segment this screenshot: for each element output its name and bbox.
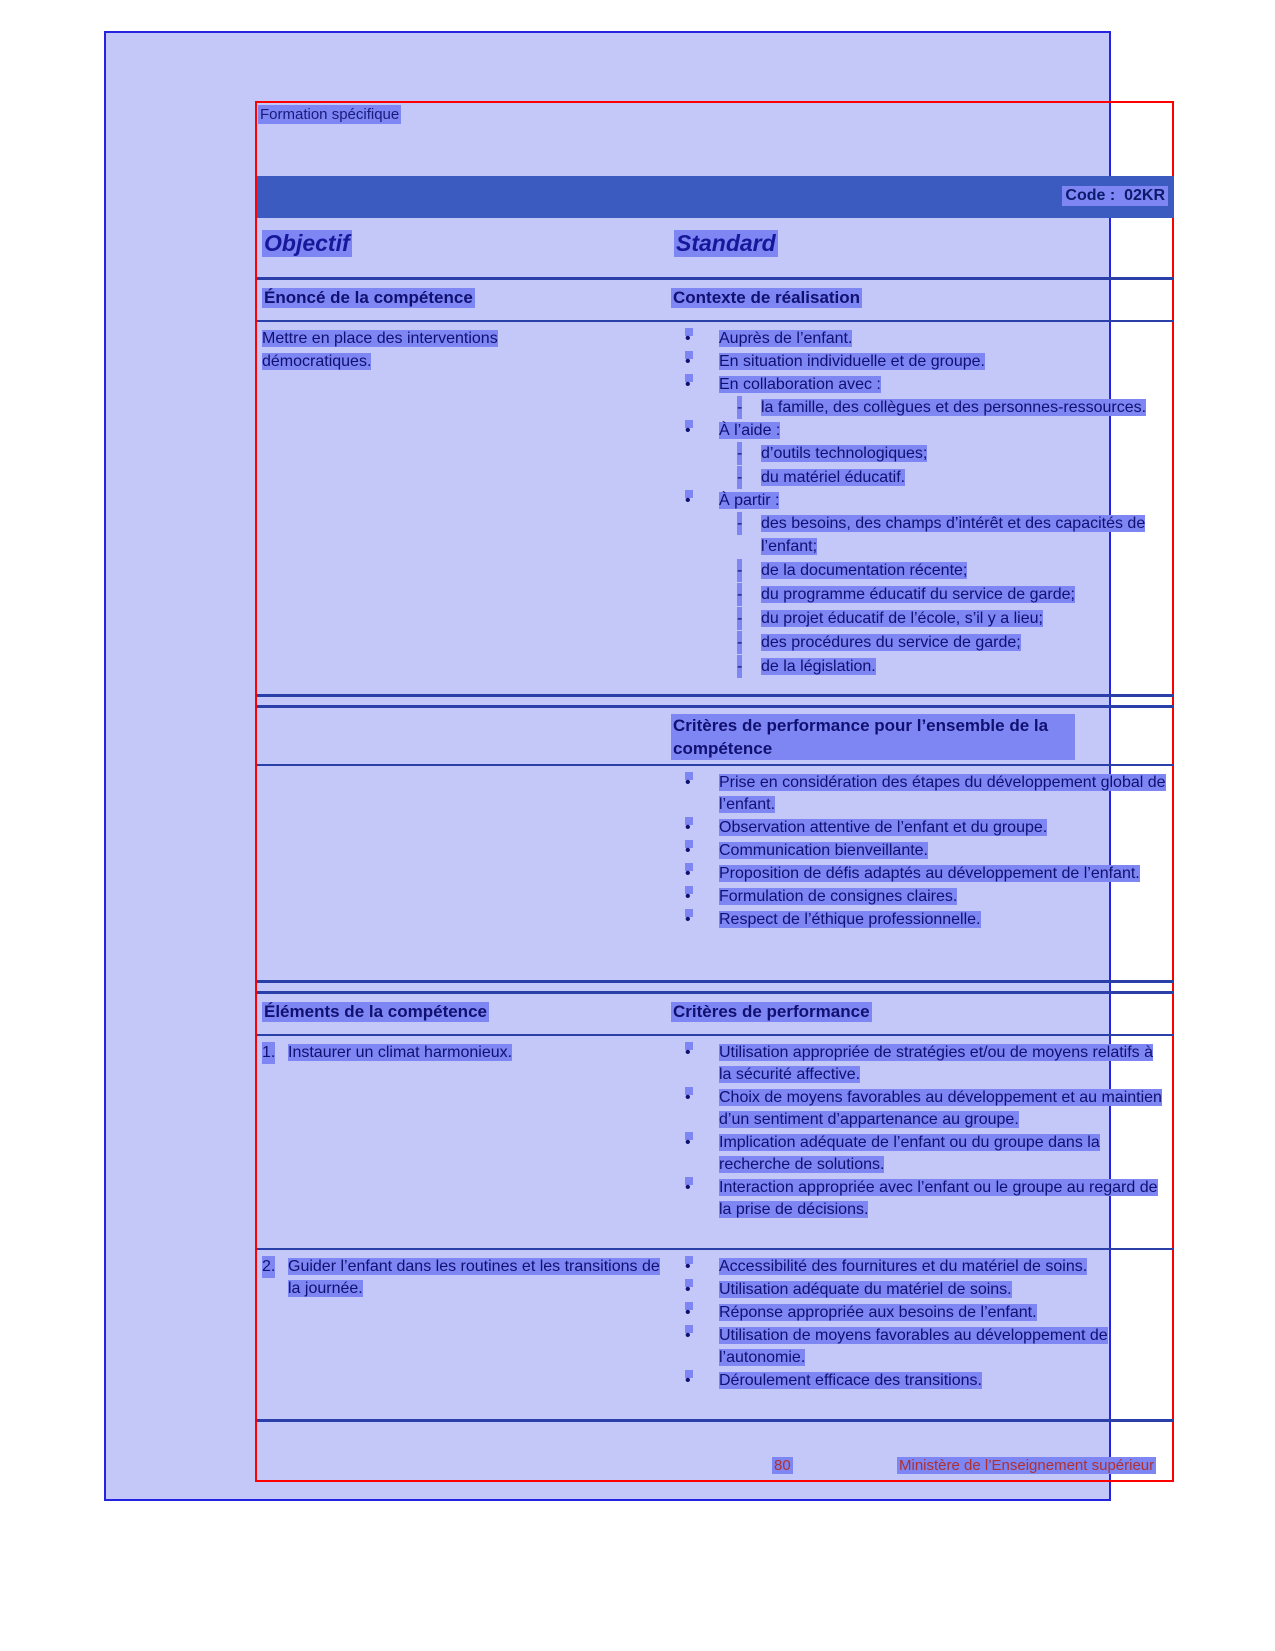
criteria-bullets — [671, 1256, 1167, 1392]
list-item: • Auprès de l’enfant. — [685, 330, 853, 347]
list-item: • Déroulement efficace des transitions. — [685, 1372, 982, 1389]
list-item: • Respect de l’éthique professionnelle. — [685, 911, 981, 928]
bullet-icon: • — [685, 863, 693, 871]
dash-icon: - — [737, 442, 742, 465]
list-item: • Prise en considération des étapes du développement global de l’enfant. — [685, 774, 1166, 813]
bullet-icon: • — [685, 1177, 693, 1185]
list-item: • Observation attentive de l’enfant et du groupe. — [685, 819, 1048, 836]
block-body-enonce — [257, 322, 1174, 698]
block-header-criteres-ensemble — [257, 708, 1174, 766]
list-item: • Communication bienveillante. — [685, 842, 928, 859]
criteres-ensemble-bullets — [671, 772, 1167, 931]
contexte-header: Contexte de réalisation — [673, 288, 861, 307]
table-row — [257, 1036, 1174, 1250]
list-item: • En collaboration avec : - la famille, des collègues et des personnes-ressources. — [671, 374, 1167, 419]
list-item: • Proposition de défis adaptés au développement de l’enfant. — [685, 865, 1140, 882]
contexte-subbullets — [719, 396, 1167, 419]
bullet-icon: • — [685, 1325, 693, 1333]
page-number: 80 — [774, 1457, 791, 1474]
bullet-icon: • — [685, 1370, 693, 1378]
contexte-list — [671, 328, 1167, 679]
dash-icon: - — [737, 607, 742, 630]
bullet-icon: • — [685, 1087, 693, 1095]
enonce-header: Énoncé de la compétence — [264, 288, 473, 307]
bullet-icon: • — [685, 1279, 693, 1287]
list-item: • Utilisation adéquate du matériel de soins. — [685, 1281, 1012, 1298]
page-footer — [257, 1457, 1174, 1479]
list-item: • Formulation de consignes claires. — [685, 888, 958, 905]
block-enonce-contexte — [257, 277, 1174, 697]
bullet-icon: • — [685, 909, 693, 917]
table-row — [257, 1250, 1174, 1425]
bullet-icon: • — [685, 374, 693, 382]
criteres-ensemble-header: Critères de performance pour l’ensemble de la compétence — [671, 714, 1075, 760]
bullet-icon: • — [685, 1042, 693, 1050]
bullet-icon: • — [685, 840, 693, 848]
list-item: • Interaction appropriée avec l’enfant ou le groupe au regard de la prise de décisions. — [685, 1179, 1158, 1218]
list-item: - du matériel éducatif. — [719, 466, 1167, 489]
element-cell — [262, 1042, 662, 1064]
dash-icon: - — [737, 466, 742, 489]
dash-icon: - — [737, 559, 742, 582]
bullet-icon: • — [685, 1256, 693, 1264]
list-item: • Utilisation appropriée de stratégies et/ou de moyens relatifs à la sécurité affective. — [685, 1044, 1154, 1083]
list-item: - d’outils technologiques; — [719, 442, 1167, 465]
block-header-enonce — [257, 280, 1174, 322]
bullet-icon: • — [685, 817, 693, 825]
bullet-icon: • — [685, 886, 693, 894]
contexte-bullets — [671, 328, 1167, 678]
element-text: 1. Instaurer un climat harmonieux. — [262, 1042, 662, 1064]
block-criteres-ensemble — [257, 705, 1174, 983]
code-text: Code : 02KR — [1062, 186, 1168, 206]
contexte-subbullets — [719, 442, 1167, 489]
block-header-elements — [257, 994, 1174, 1036]
objectif-standard-row — [257, 225, 1174, 269]
section-label: Formation spécifique — [260, 106, 400, 123]
criteria-cell — [671, 1256, 1167, 1393]
enonce-text — [262, 328, 662, 374]
list-item: - de la documentation récente; — [719, 559, 1167, 582]
list-item: • À l’aide : - d’outils technologiques; - du matériel éducatif. — [671, 420, 1167, 489]
list-item: - des besoins, des champs d’intérêt et des capacités de l’enfant; — [719, 512, 1167, 558]
list-item: - du projet éducatif de l’école, s’il y a lieu; — [719, 607, 1167, 630]
list-item: - du programme éducatif du service de garde; — [719, 583, 1167, 606]
standard-label: Standard — [676, 230, 776, 256]
list-item: • À partir : - des besoins, des champs d’intérêt et des capacités de l’enfant; - de la documentation récente; - du programme éducatif du service de garde; - du projet éducatif de l’école, s’il y a lieu; - des procédures du service de garde; - de la législation. — [671, 490, 1167, 678]
code-bar — [257, 176, 1174, 218]
bullet-icon: • — [685, 351, 693, 359]
list-item: • Accessibilité des fournitures et du matériel de soins. — [685, 1258, 1088, 1275]
criteria-bullets — [671, 1042, 1167, 1221]
enonce-line: Mettre en place des interventions — [262, 330, 498, 347]
dash-icon: - — [737, 512, 742, 535]
bullet-icon: • — [685, 1132, 693, 1140]
list-item: - de la législation. — [719, 655, 1167, 678]
bullet-icon: • — [685, 420, 693, 428]
element-number: 2. — [262, 1256, 275, 1278]
bullet-icon: • — [685, 772, 693, 780]
element-number: 1. — [262, 1042, 275, 1064]
bullet-icon: • — [685, 1302, 693, 1310]
list-item: • Choix de moyens favorables au développement et au maintien d’un sentiment d’appartenance au groupe. — [685, 1089, 1162, 1128]
dash-icon: - — [737, 583, 742, 606]
objectif-label: Objectif — [264, 230, 350, 256]
dash-icon: - — [737, 655, 742, 678]
list-item: • Utilisation de moyens favorables au développement de l’autonomie. — [685, 1327, 1108, 1366]
bullet-icon: • — [685, 328, 693, 336]
criteres-header: Critères de performance — [673, 1002, 870, 1021]
block-elements-criteres — [257, 991, 1174, 1422]
element-cell — [262, 1256, 662, 1300]
ministry-name: Ministère de l’Enseignement supérieur — [899, 1457, 1155, 1474]
list-item: - la famille, des collègues et des personnes-ressources. — [719, 396, 1167, 419]
dash-icon: - — [737, 396, 742, 419]
list-item: • Réponse appropriée aux besoins de l’enfant. — [685, 1304, 1037, 1321]
list-item: • Implication adéquate de l’enfant ou du groupe dans la recherche de solutions. — [685, 1134, 1100, 1173]
criteres-ensemble-list — [671, 772, 1167, 932]
list-item: • En situation individuelle et de groupe. — [685, 353, 985, 370]
element-text: 2. Guider l’enfant dans les routines et les transitions de la journée. — [262, 1258, 660, 1297]
elements-header: Éléments de la compétence — [264, 1002, 487, 1021]
block-body-criteres-ensemble — [257, 766, 1174, 982]
bullet-icon: • — [685, 490, 693, 498]
dash-icon: - — [737, 631, 742, 654]
criteria-cell — [671, 1042, 1167, 1222]
enonce-line: démocratiques. — [262, 353, 372, 370]
contexte-subbullets — [719, 512, 1167, 678]
page-sheet — [104, 31, 1166, 1501]
list-item: - des procédures du service de garde; — [719, 631, 1167, 654]
